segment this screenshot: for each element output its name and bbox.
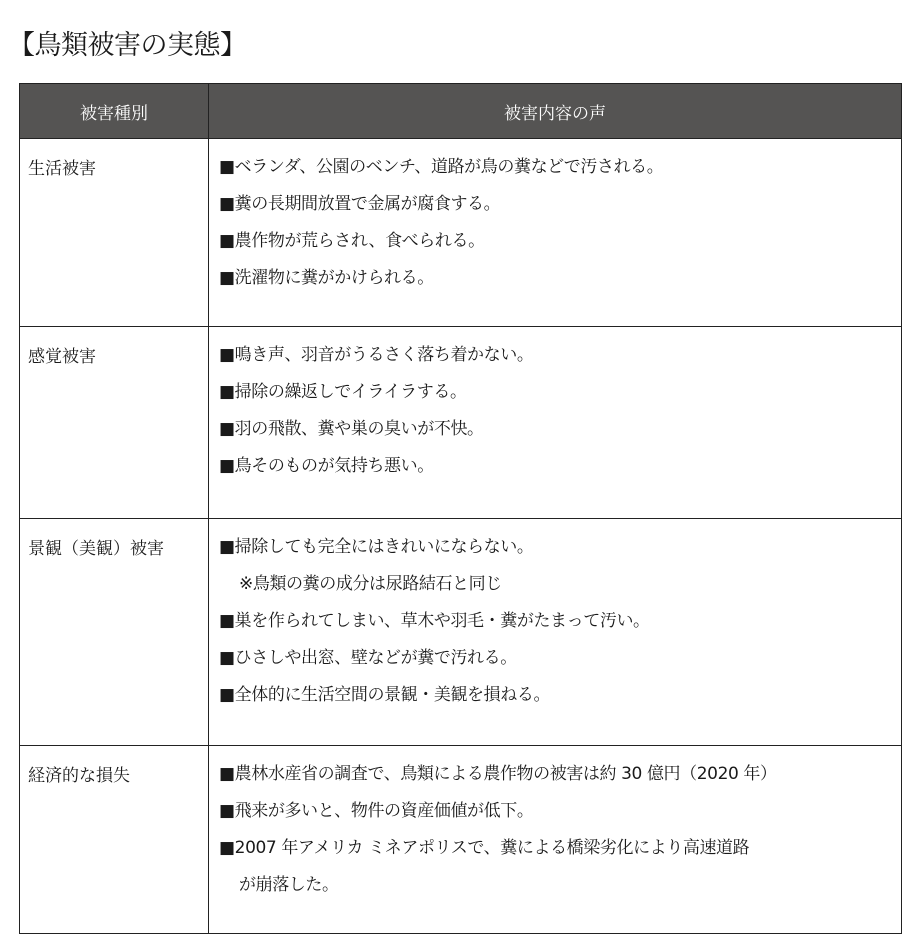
table-header-row: [20, 84, 902, 139]
list-item: ■ベランダ、公園のベンチ、道路が鳥の糞などで汚される。: [219, 157, 664, 177]
items-cell: [209, 519, 902, 746]
header-damage-type: 被害種別: [20, 84, 209, 139]
category-cell: 経済的な損失: [20, 746, 209, 934]
damage-table: [19, 83, 902, 934]
category-cell: 感覚被害: [20, 327, 209, 519]
list-item: ■農作物が荒らされ、食べられる。: [219, 231, 485, 251]
list-item: ■飛来が多いと、物件の資産価値が低下。: [219, 801, 534, 821]
category-cell: 景観（美観）被害: [20, 519, 209, 746]
list-item: ■全体的に生活空間の景観・美観を損ねる。: [219, 685, 551, 705]
list-item: ■農林水産省の調査で、鳥類による農作物の被害は約 30 億円（2020 年）: [219, 764, 777, 784]
category-cell: 生活被害: [20, 139, 209, 327]
items-cell: [209, 139, 902, 327]
list-item: ■掃除しても完全にはきれいにならない。: [219, 537, 534, 557]
items-cell: [209, 746, 902, 934]
table-row: [20, 327, 902, 519]
list-item: ■ひさしや出窓、壁などが糞で汚れる。: [219, 648, 517, 668]
list-item: ■2007 年アメリカ ミネアポリスで、糞による橋梁劣化により高速道路: [219, 838, 750, 858]
table-row: [20, 139, 902, 327]
list-item: ■巣を作られてしまい、草木や羽毛・糞がたまって汚い。: [219, 611, 650, 631]
list-item: ■洗濯物に糞がかけられる。: [219, 268, 434, 288]
list-item: ■羽の飛散、糞や巣の臭いが不快。: [219, 419, 484, 439]
list-item: ■鳴き声、羽音がうるさく落ち着かない。: [219, 345, 534, 365]
table-row: [20, 746, 902, 934]
table-row: [20, 519, 902, 746]
header-damage-content: 被害内容の声: [209, 84, 902, 139]
list-item: ■掃除の繰返しでイライラする。: [219, 382, 467, 402]
list-item: ■鳥そのものが気持ち悪い。: [219, 456, 434, 476]
list-item-continuation: が崩落した。: [239, 875, 339, 895]
document-title: 【鳥類被害の実態】: [8, 30, 247, 61]
note-item: ※鳥類の糞の成分は尿路結石と同じ: [239, 574, 502, 594]
list-item: ■糞の長期間放置で金属が腐食する。: [219, 194, 501, 214]
items-cell: [209, 327, 902, 519]
